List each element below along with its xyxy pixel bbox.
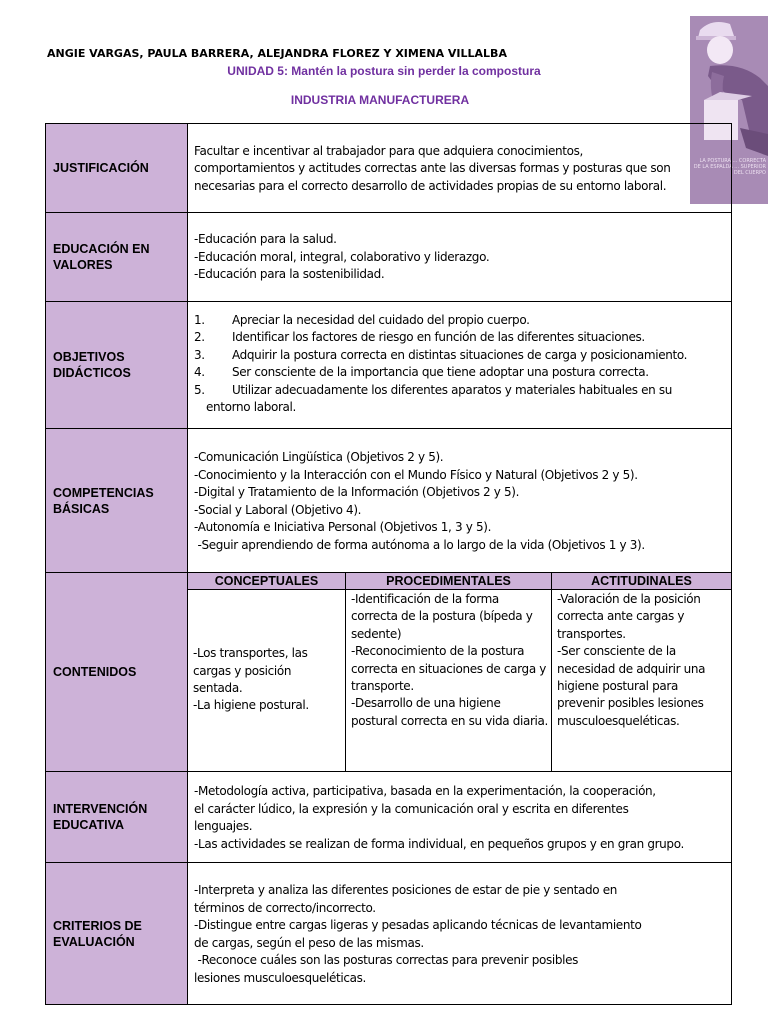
label-competencias: COMPETENCIAS BÁSICAS <box>46 429 188 572</box>
industry-title: INDUSTRIA MANUFACTURERA <box>290 93 470 107</box>
text-line: comportamientos y actitudes correctas ante las diversas formas y posturas que son <box>194 161 671 176</box>
objective-number: 2. <box>194 330 205 344</box>
row-justificacion <box>46 124 731 213</box>
label-justificacion: JUSTIFICACIÓN <box>46 124 188 212</box>
photo-caption: LA POSTURA ... CORRECTA DE LA ESPALDA ... SUPERIOR DEL CUERPO <box>693 158 766 176</box>
text-line: -Las actividades se realizan de forma individual, en pequeños grupos y en gran grupo. <box>194 836 684 851</box>
text-line: términos de correcto/incorrecto. <box>194 900 376 915</box>
objective-number: 4. <box>194 365 205 379</box>
content-intervencion <box>188 772 731 862</box>
text-line: -Conocimiento y la Interacción con el Mundo Físico y Natural (Objetivos 2 y 5). <box>194 467 638 482</box>
contenidos-header <box>188 573 731 590</box>
text-line: -Reconoce cuáles son las posturas correctas para prevenir posibles <box>194 953 579 967</box>
objective-item <box>194 312 727 330</box>
text-line: -Comunicación Lingüística (Objetivos 2 y 5). <box>194 450 444 464</box>
header-actitudinales: ACTITUDINALES <box>591 574 692 588</box>
cell-conceptuales: -Los transportes, las cargas y posición sentada. -La higiene postural. <box>188 590 346 771</box>
objective-text: Utilizar adecuadamente los diferentes aparatos y materiales habituales en su <box>232 382 673 397</box>
row-competencias <box>46 429 731 573</box>
objective-text: Adquirir la postura correcta en distintas situaciones de carga y posicionamiento. <box>232 347 688 362</box>
unit-plan-table <box>45 123 732 1005</box>
header-conceptuales: CONCEPTUALES <box>188 573 346 589</box>
objective-number: 3. <box>194 347 205 362</box>
objective-text: Ser consciente de la importancia que tiene adoptar una postura correcta. <box>232 365 649 379</box>
objective-item <box>194 347 727 365</box>
objective-item <box>194 329 727 347</box>
objective-item <box>194 382 727 400</box>
content-competencias <box>188 429 731 572</box>
objective-number: 1. <box>194 312 205 327</box>
label-valores: EDUCACIÓN EN VALORES <box>46 213 188 301</box>
row-criterios <box>46 863 731 1004</box>
objective-text: Identificar los factores de riesgo en función de las diferentes situaciones. <box>232 330 645 344</box>
text-line: lenguajes. <box>194 819 253 833</box>
cell-actitudinales: -Valoración de la posición correcta ante cargas y transportes. -Ser consciente de la necesidad de adquirir una higiene postural para prevenir posibles lesiones musculoesqueléticas. <box>557 592 706 728</box>
objective-text: Apreciar la necesidad del cuidado del propio cuerpo. <box>232 312 530 327</box>
text-line: -Educación moral, integral, colaborativo y liderazgo. <box>194 249 490 264</box>
text-line: de cargas, según el peso de las mismas. <box>194 935 424 950</box>
text-line: -Distingue entre cargas ligeras y pesadas aplicando técnicas de levantamiento <box>194 918 642 932</box>
contenidos-body <box>188 590 731 771</box>
objective-number: 5. <box>194 382 205 397</box>
row-valores <box>46 213 731 302</box>
text-line: el carácter lúdico, la expresión y la comunicación oral y escrita en diferentes <box>194 801 629 816</box>
content-valores <box>188 213 731 301</box>
content-objetivos <box>188 302 731 428</box>
label-criterios: CRITERIOS DE EVALUACIÓN <box>46 863 188 1004</box>
text-line: Facultar e incentivar al trabajador para que adquiera conocimientos, <box>194 143 583 158</box>
label-contenidos: CONTENIDOS <box>46 573 188 771</box>
row-intervencion <box>46 772 731 863</box>
authors-line: ANGIE VARGAS, PAULA BARRERA, ALEJANDRA FLOREZ Y XIMENA VILLALBA <box>47 47 507 60</box>
text-line: -Educación para la sostenibilidad. <box>194 267 385 281</box>
header-procedimentales: PROCEDIMENTALES <box>346 573 552 589</box>
text-line: -Digital y Tratamiento de la Información (Objetivos 2 y 5). <box>194 485 520 499</box>
text-line: necesarias para el correcto desarrollo de actividades propias de su entorno laboral. <box>194 178 667 193</box>
text-line: lesiones musculoesqueléticas. <box>194 970 366 985</box>
content-contenidos <box>188 573 731 771</box>
unit-title: UNIDAD 5: Mantén la postura sin perder la compostura <box>227 64 541 78</box>
label-objetivos: OBJETIVOS DIDÁCTICOS <box>46 302 188 428</box>
text-line: -Seguir aprendiendo de forma autónoma a lo largo de la vida (Objetivos 1 y 3). <box>194 537 645 552</box>
text-line: -Educación para la salud. <box>194 232 337 246</box>
text-line: -Interpreta y analiza las diferentes posiciones de estar de pie y sentado en <box>194 883 617 897</box>
content-justificacion <box>188 124 731 212</box>
text-line: -Social y Laboral (Objetivo 4). <box>194 502 362 517</box>
cell-procedimentales: -Identificación de la forma correcta de la postura (bípeda y sedente) -Reconocimiento de la postura correcta en situaciones de carga y transporte. -Desarrollo de una higiene postural correcta en su vida diaria. <box>346 590 552 771</box>
objective-item <box>194 364 727 382</box>
content-criterios <box>188 863 731 1004</box>
objective-continuation: entorno laboral. <box>206 400 297 414</box>
text-line: -Metodología activa, participativa, basada en la experimentación, la cooperación, <box>194 784 656 798</box>
row-contenidos <box>46 573 731 772</box>
row-objetivos <box>46 302 731 429</box>
text-line: -Autonomía e Iniciativa Personal (Objetivos 1, 3 y 5). <box>194 520 492 534</box>
label-intervencion: INTERVENCIÓN EDUCATIVA <box>46 772 188 862</box>
